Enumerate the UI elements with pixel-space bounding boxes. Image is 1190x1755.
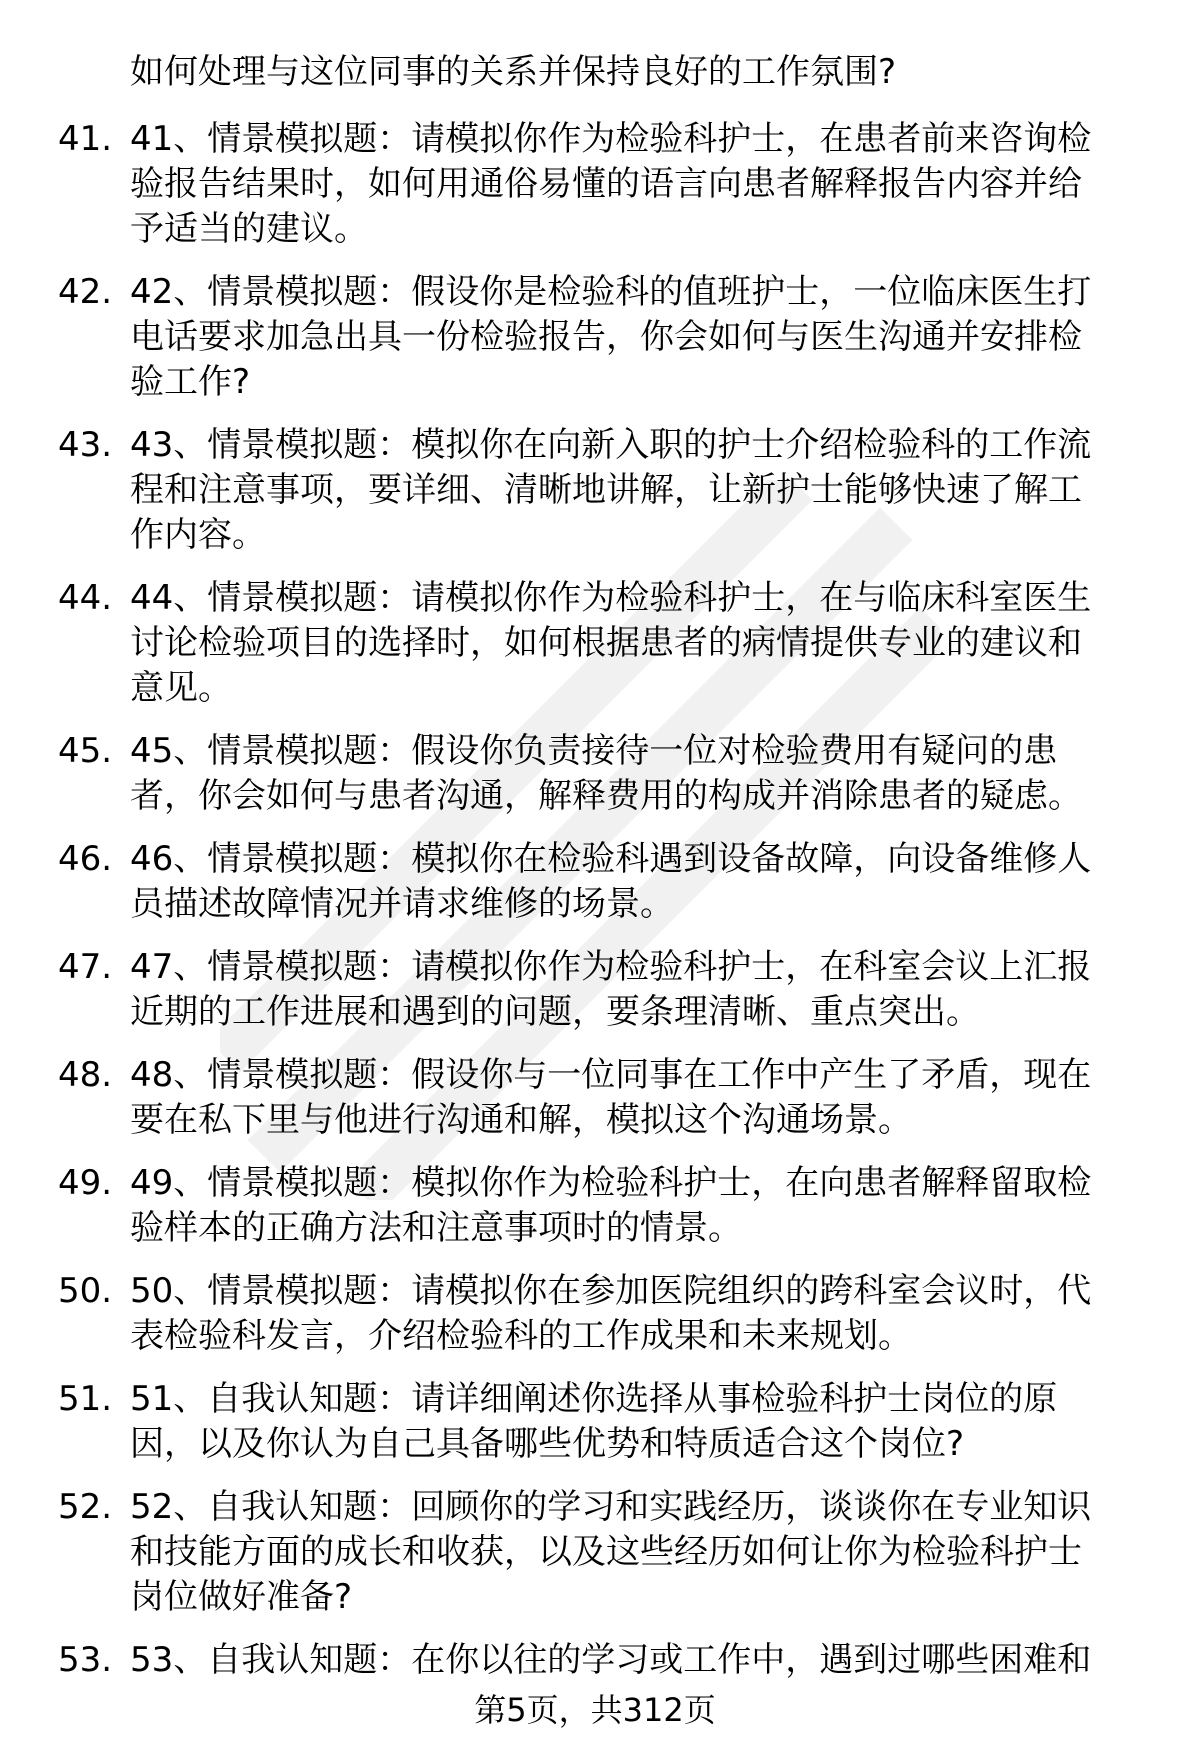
page-footer: 第5页，共312页 [474, 1691, 716, 1729]
continued-question-text: 如何处理与这位同事的关系并保持良好的工作氛围? [130, 52, 897, 92]
question-item [0, 423, 1190, 558]
question-text-line: 42、情景模拟题：假设你是检验科的值班护士，一位临床医生打 [130, 272, 1092, 312]
question-item [0, 1485, 1190, 1620]
question-text-line: 者，你会如何与患者沟通，解释费用的构成并消除患者的疑虑。 [130, 776, 1082, 816]
question-text-line: 49、情景模拟题：模拟你作为检验科护士，在向患者解释留取检 [130, 1163, 1092, 1203]
question-item [0, 1161, 1190, 1251]
question-number: 48. [58, 1055, 113, 1095]
question-text-line: 岗位做好准备? [130, 1577, 353, 1617]
question-text-line: 程和注意事项，要详细、清晰地讲解，让新护士能够快速了解工 [130, 470, 1082, 510]
question-text-line: 41、情景模拟题：请模拟你作为检验科护士，在患者前来咨询检 [130, 119, 1092, 159]
question-text-line: 52、自我认知题：回顾你的学习和实践经历，谈谈你在专业知识 [130, 1487, 1092, 1527]
question-number: 51. [58, 1379, 113, 1419]
question-text-line: 表检验科发言，介绍检验科的工作成果和未来规划。 [130, 1316, 912, 1356]
question-text-line: 予适当的建议。 [130, 209, 368, 249]
question-text-line: 51、自我认知题：请详细阐述你选择从事检验科护士岗位的原 [130, 1379, 1058, 1419]
question-item [0, 1053, 1190, 1143]
question-number: 46. [58, 839, 113, 879]
question-text-line: 因，以及你认为自己具备哪些优势和特质适合这个岗位? [130, 1424, 965, 1464]
question-number: 43. [58, 425, 113, 465]
question-text-line: 44、情景模拟题：请模拟你作为检验科护士，在与临床科室医生 [130, 578, 1092, 618]
question-text-line: 48、情景模拟题：假设你与一位同事在工作中产生了矛盾，现在 [130, 1055, 1092, 1095]
question-number: 52. [58, 1487, 113, 1527]
question-text-line: 讨论检验项目的选择时，如何根据患者的病情提供专业的建议和 [130, 623, 1082, 663]
question-item [0, 1638, 1190, 1683]
question-text-line: 电话要求加急出具一份检验报告，你会如何与医生沟通并安排检 [130, 317, 1082, 357]
question-list [0, 117, 1190, 1701]
question-item [0, 576, 1190, 711]
question-number: 49. [58, 1163, 113, 1203]
question-number: 41. [58, 119, 113, 159]
question-text-line: 45、情景模拟题：假设你负责接待一位对检验费用有疑问的患 [130, 731, 1058, 771]
question-item [0, 837, 1190, 927]
question-text-line: 验工作? [130, 362, 251, 402]
question-text-line: 43、情景模拟题：模拟你在向新入职的护士介绍检验科的工作流 [130, 425, 1092, 465]
question-number: 42. [58, 272, 113, 312]
question-number: 44. [58, 578, 113, 618]
question-item [0, 1269, 1190, 1359]
question-text-line: 47、情景模拟题：请模拟你作为检验科护士，在科室会议上汇报 [130, 947, 1092, 987]
question-item [0, 729, 1190, 819]
question-item [0, 270, 1190, 405]
question-text-line: 作内容。 [130, 515, 266, 555]
question-number: 45. [58, 731, 113, 771]
question-text-line: 50、情景模拟题：请模拟你在参加医院组织的跨科室会议时，代 [130, 1271, 1092, 1311]
question-item [0, 117, 1190, 252]
question-text-line: 和技能方面的成长和收获，以及这些经历如何让你为检验科护士 [130, 1532, 1082, 1572]
question-number: 50. [58, 1271, 113, 1311]
question-item [0, 1377, 1190, 1467]
question-text-line: 员描述故障情况并请求维修的场景。 [130, 884, 674, 924]
question-number: 53. [58, 1640, 113, 1680]
question-text-line: 意见。 [130, 668, 232, 708]
question-text-line: 53、自我认知题：在你以往的学习或工作中，遇到过哪些困难和 [130, 1640, 1092, 1680]
question-text-line: 验样本的正确方法和注意事项时的情景。 [130, 1208, 742, 1248]
question-text-line: 验报告结果时，如何用通俗易懂的语言向患者解释报告内容并给 [130, 164, 1082, 204]
question-text-line: 要在私下里与他进行沟通和解，模拟这个沟通场景。 [130, 1100, 912, 1140]
question-item [0, 945, 1190, 1035]
question-text-line: 近期的工作进展和遇到的问题，要条理清晰、重点突出。 [130, 992, 980, 1032]
question-text-line: 46、情景模拟题：模拟你在检验科遇到设备故障，向设备维修人 [130, 839, 1092, 879]
question-number: 47. [58, 947, 113, 987]
